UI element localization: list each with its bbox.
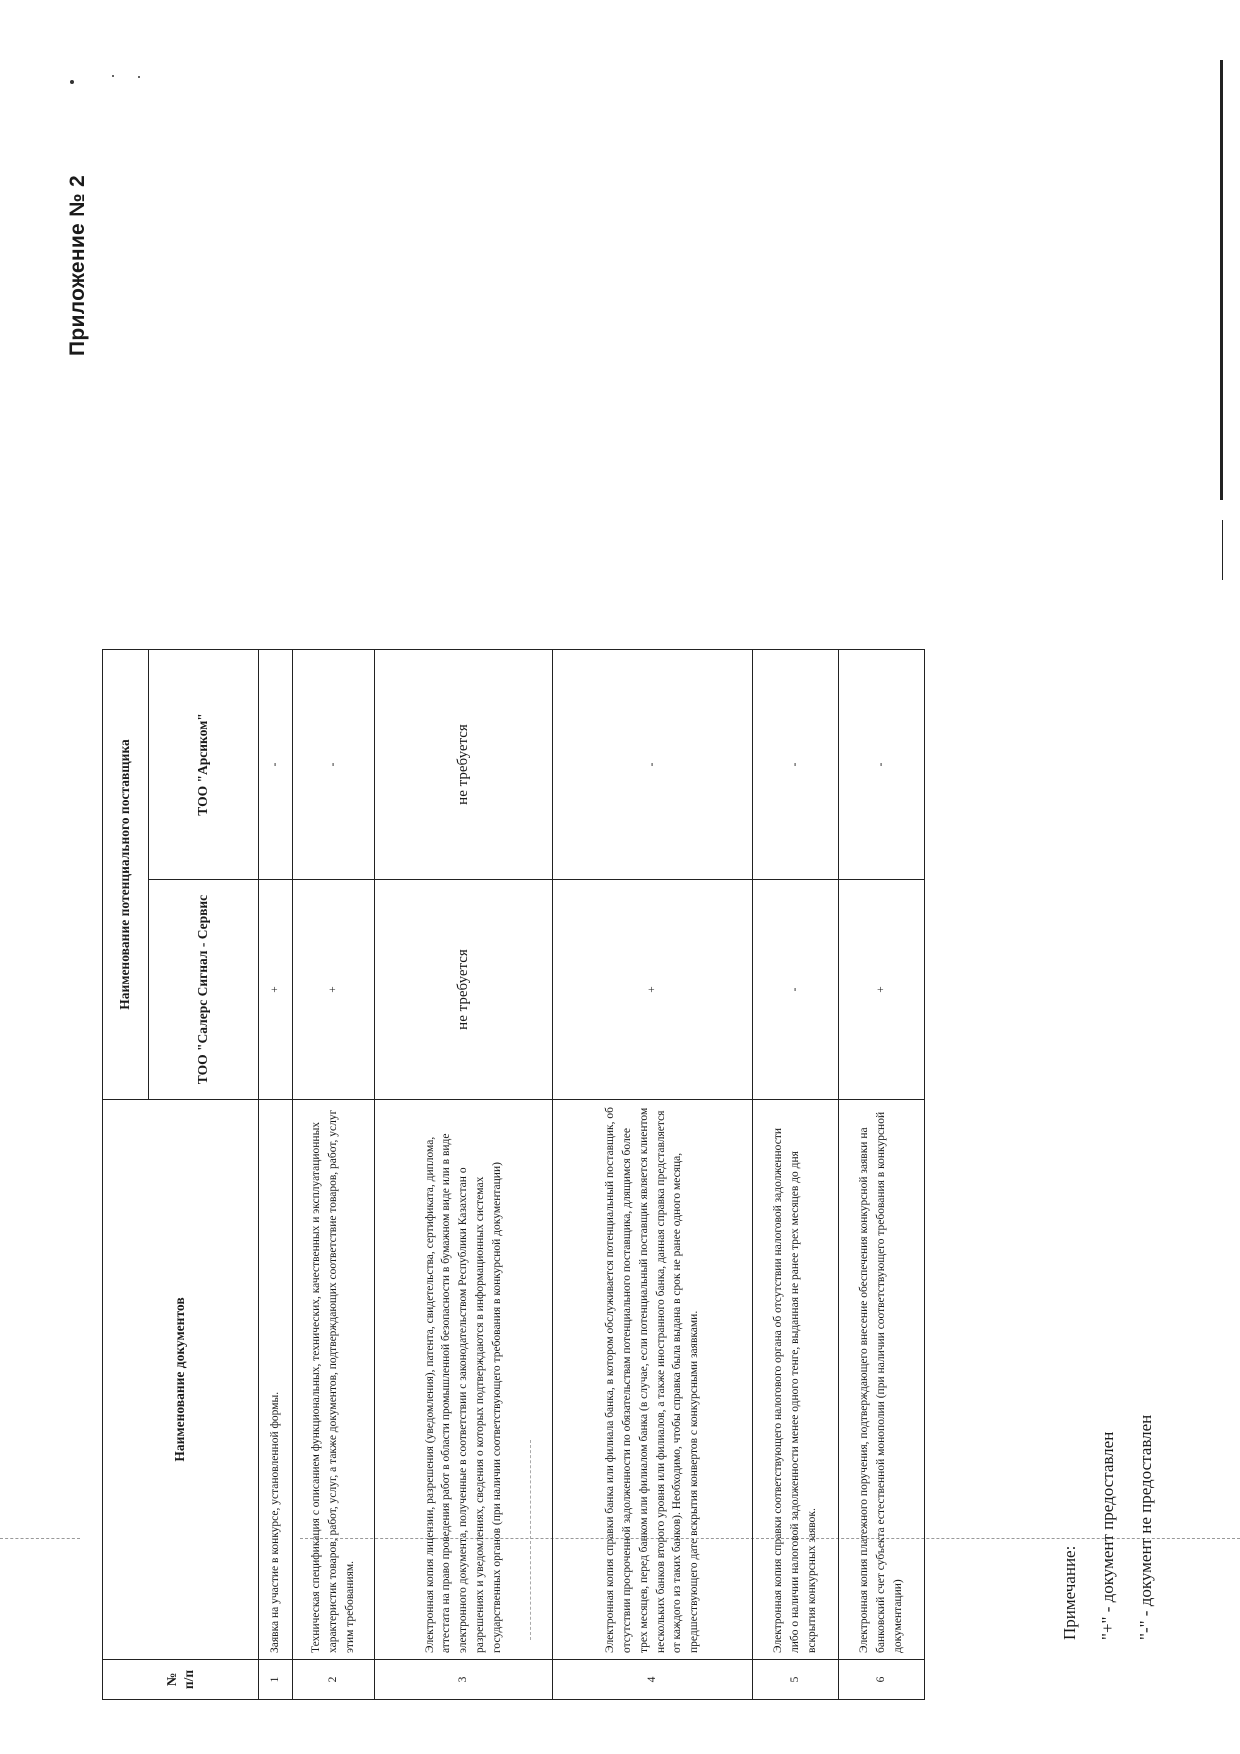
row-supplier-1: + [553, 880, 753, 1100]
scan-speck [112, 75, 114, 77]
row-doc: Электронная копия справки соответствующего налогового органа об отсутствии налоговой задолженности либо о наличии налоговой задолженности менее одного тенге, выданная не ранее трех месяцев до дня вскрытия конкурсных заявок. [753, 1100, 839, 1660]
row-supplier-2: - [753, 649, 839, 879]
row-doc: Заявка на участие в конкурсе, установленной формы. [259, 1100, 293, 1660]
scan-edge-line [1220, 60, 1223, 500]
row-supplier-2: - [553, 649, 753, 879]
row-supplier-1: не требуется [375, 880, 553, 1100]
scan-speck [138, 76, 140, 78]
row-num: 1 [259, 1660, 293, 1700]
notes-heading: Примечание: [1060, 1545, 1079, 1640]
row-doc: Электронная копия платежного поручения, подтверждающего внесение обеспечения конкурсной заявки на банковский счет субъекта естественной монополии (при наличии соответствующего требования в конкурсной документации) [839, 1100, 925, 1660]
rotated-page [60, 125, 1155, 1700]
table-row [839, 649, 925, 1699]
documents-table [102, 649, 925, 1700]
table-header-row [103, 649, 149, 1699]
row-supplier-1: + [839, 880, 925, 1100]
doc-name-header: Наименование документов [103, 1100, 259, 1660]
note-minus: "-" - документ не предоставлен [1136, 1414, 1155, 1640]
supplier-group-header: Наименование потенциального поставщика [103, 649, 149, 1099]
table-row [753, 649, 839, 1699]
row-num: 3 [375, 1660, 553, 1700]
row-supplier-2: не требуется [375, 649, 553, 879]
note-plus: "+" - документ предоставлен [1098, 1431, 1117, 1640]
row-num: 2 [293, 1660, 375, 1700]
scan-edge-line [1222, 520, 1223, 580]
row-supplier-1: + [259, 880, 293, 1100]
scan-speck [70, 80, 74, 84]
row-supplier-2: - [293, 649, 375, 879]
row-num: 5 [753, 1660, 839, 1700]
row-supplier-2: - [259, 649, 293, 879]
row-supplier-2: - [839, 649, 925, 879]
supplier-header-1: ТОО "Салерс Сигнал - Сервис [149, 880, 259, 1100]
row-supplier-1: + [293, 880, 375, 1100]
table-row [259, 649, 293, 1699]
row-supplier-1: - [753, 880, 839, 1100]
row-doc: Техническая спецификация с описанием функциональных, технических, качественных и эксплуатационных характеристик товаров, работ, услуг, а также документов, подтверждающих соответствие товаров, работ, услуг этим требованиям. [293, 1100, 375, 1660]
table-row [553, 649, 753, 1699]
row-num: 6 [839, 1660, 925, 1700]
num-header: № п/п [103, 1660, 259, 1700]
appendix-title: Приложение № 2 [66, 175, 89, 356]
row-doc: Электронная копия справки банка или филиала банка, в котором обслуживается потенциальный поставщик, об отсутствии просроченной задолженности по обязательствам потенциального поставщика, длящимся более трех месяцев, перед банком или филиалом банка (в случае, если потенциальный поставщик является клиентом нескольких банков второго уровня или филиалов, а также иностранного банка, данная справка представляется от каждого из таких банков). Необходимо, чтобы справка была выдана в срок не ранее одного месяца, предшествующего дате вскрытия конвертов с конкурсными заявками. [553, 1100, 753, 1660]
table-row [375, 649, 553, 1699]
supplier-header-2: ТОО "Арсиком" [149, 649, 259, 879]
row-doc: Электронная копия лицензии, разрешения (уведомления), патента, свидетельства, сертификата, диплома, аттестата на право проведения работ в области промышленной безопасности в бумажном виде или в виде электронного документа, полученные в соответствии с законодательством Республики Казахстан о разрешениях и уведомлениях, сведения о которых подтверждаются в информационных системах государственных органов (при наличии соответствующего требования в конкурсной документации) [375, 1100, 553, 1660]
table-row [293, 649, 375, 1699]
row-num: 4 [553, 1660, 753, 1700]
